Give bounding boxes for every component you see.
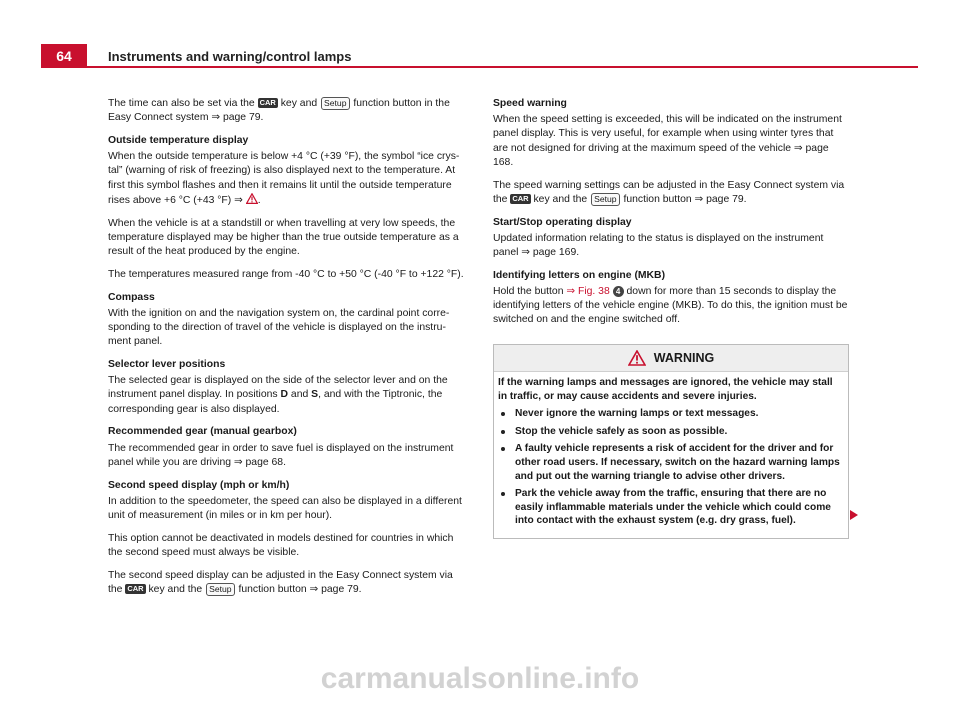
speed-warning-p1: When the speed setting is exceeded, this will be indicated on the instrument panel display. This is very useful, for example when using winter tyres that are not designed for driving at the maximum speed of the vehicle ⇒ page 168. [493, 114, 842, 168]
section-heading-mkb: Identifying letters on engine (MKB) [493, 269, 666, 281]
page-number: 64 [41, 44, 87, 68]
recommended-p1: The recommended gear in order to save fuel is displayed on the instrument panel while you are driving ⇒ page 68. [108, 442, 454, 468]
section-heading-outside-temp: Outside temperature display [108, 135, 249, 146]
intro-paragraph: The time can also be set via the CAR key and Setup function button in the Easy Connect system ⇒ page 79. [108, 98, 450, 124]
section-heading-selector: Selector lever positions [108, 359, 226, 371]
section-heading-start-stop: Start/Stop operating display [493, 216, 632, 228]
left-column [108, 97, 464, 606]
watermark: carmanualsonline.info [320, 662, 640, 695]
setup-key-icon: Setup [321, 97, 349, 110]
warning-bullet: Never ignore the warning lamps or text messages. [498, 407, 842, 421]
second-speed-p2: This option cannot be deactivated in models destined for countries in which the second speed must always be visible. [108, 532, 454, 559]
continue-arrow-icon [850, 510, 858, 520]
warning-body [494, 372, 848, 538]
warning-header [494, 345, 848, 372]
outside-temp-p2: When the vehicle is at a standstill or when travelling at very low speeds, the temperature displayed may be higher than the true outside temperature as a result of the heat produced by the engine. [108, 217, 459, 258]
outside-temp-p1: When the outside temperature is below +4 °C (+39 °F), the symbol “ice crystal” (warning of risk of freezing) is also displayed next to the temperature. At first this symbol flashes and then it remains lit until the outside temperature rises above +6 °C (+43 °F) ⇒ . [108, 151, 460, 206]
second-speed-p3: The second speed display can be adjusted in the Easy Connect system via the CAR key and the Setup function button ⇒ page 79. [108, 569, 453, 596]
warning-intro: If the warning lamps and messages are ignored, the vehicle may stall in traffic, or may cause accidents and severe injuries. [498, 377, 833, 402]
start-stop-p1: Updated information relating to the status is displayed on the instrument panel ⇒ page 169. [493, 232, 824, 259]
warning-triangle-icon [246, 193, 258, 204]
warning-bullet: A faulty vehicle represents a risk of accident for the driver and for other road users. If necessary, switch on the hazard warning lamps and put out the warning triangle to advise other drivers. [498, 442, 842, 483]
page-title: Instruments and warning/control lamps [108, 49, 352, 64]
section-heading-recommended: Recommended gear (manual gearbox) [108, 426, 297, 438]
speed-warning-p2: The speed warning settings can be adjusted in the Easy Connect system via the CAR key and the Setup function button ⇒ page 79. [493, 179, 845, 205]
warning-title: WARNING [653, 351, 715, 365]
warning-box [493, 344, 849, 539]
mkb-p1: Hold the button ⇒ Fig. 38 4 down for more than 15 seconds to display the identifying letters of the vehicle engine (MKB). To do this, the ignition must be switched on and the engine switched off. [493, 286, 848, 326]
figure-reference-link[interactable]: ⇒ Fig. 38 [566, 286, 610, 298]
warning-bullet: Stop the vehicle safely as soon as possible. [498, 425, 842, 439]
header-rule [87, 66, 918, 68]
section-heading-compass: Compass [108, 291, 155, 303]
right-column [493, 97, 849, 336]
car-key-icon: CAR [259, 98, 276, 107]
page-header [0, 0, 960, 70]
warning-bullet: Park the vehicle away from the traffic, ensuring that there are no easily inflammable materials under the vehicle which could come into contact with the exhaust system (e.g. dry grass, fuel). [498, 487, 842, 528]
warning-triangle-icon [628, 350, 646, 366]
section-heading-second-speed: Second speed display (mph or km/h) [108, 479, 290, 491]
setup-key-icon: Setup [591, 193, 619, 206]
second-speed-p1: In addition to the speedometer, the speed can also be displayed in a different unit of measurement (in miles or in km per hour). [108, 495, 462, 522]
section-heading-speed-warning: Speed warning [493, 98, 567, 109]
warning-list [498, 407, 842, 528]
car-key-icon: CAR [127, 584, 144, 594]
car-key-icon: CAR [512, 193, 529, 203]
setup-key-icon: Setup [206, 583, 234, 596]
selector-p1: The selected gear is displayed on the side of the selector lever and on the instrument panel display. In positions D and S, and with the Tiptronic, the corresponding gear is also displayed. [108, 375, 448, 415]
figure-callout-number: 4 [613, 286, 624, 297]
outside-temp-p3: The temperatures measured range from -40 °C to +50 °C (-40 °F to +122 °F). [108, 268, 464, 280]
compass-p1: With the ignition on and the navigation system on, the cardinal point corresponding to the direction of travel of the vehicle is displayed on the instrument panel. [108, 307, 450, 348]
